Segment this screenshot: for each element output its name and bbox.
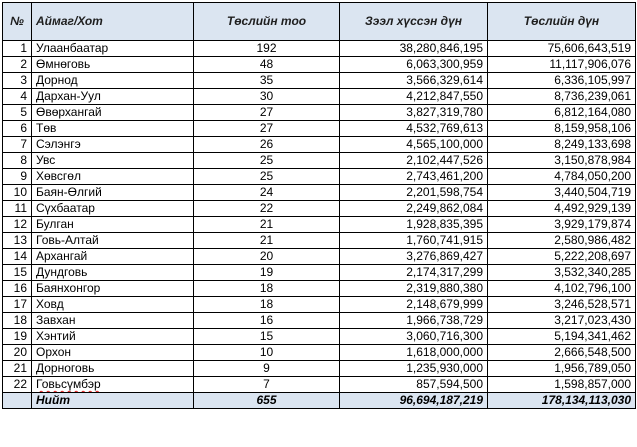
row-province: Дорнод <box>32 73 194 89</box>
projects-by-province-table <box>2 2 636 409</box>
row-project-total: 3,246,528,571 <box>488 297 636 313</box>
row-project-count: 16 <box>194 313 340 329</box>
row-number: 21 <box>3 361 32 377</box>
row-project-count: 21 <box>194 217 340 233</box>
row-number: 16 <box>3 281 32 297</box>
row-project-count: 27 <box>194 121 340 137</box>
header-project-count: Төслийн тоо <box>194 3 340 41</box>
row-number: 3 <box>3 73 32 89</box>
row-number: 6 <box>3 121 32 137</box>
row-province: Улаанбаатар <box>32 41 194 57</box>
row-requested-loan: 4,532,769,613 <box>340 121 488 137</box>
row-project-count: 18 <box>194 281 340 297</box>
row-project-total: 5,222,208,697 <box>488 249 636 265</box>
row-project-total: 8,159,958,106 <box>488 121 636 137</box>
row-project-total: 3,217,023,430 <box>488 313 636 329</box>
row-project-total: 75,606,643,519 <box>488 41 636 57</box>
table-row <box>3 377 636 393</box>
row-province: Завхан <box>32 313 194 329</box>
table-row <box>3 185 636 201</box>
table-row <box>3 329 636 345</box>
table-row <box>3 249 636 265</box>
row-requested-loan: 4,212,847,550 <box>340 89 488 105</box>
row-requested-loan: 1,966,738,729 <box>340 313 488 329</box>
row-requested-loan: 6,063,300,959 <box>340 57 488 73</box>
row-province: Дундговь <box>32 265 194 281</box>
row-project-total: 5,194,341,462 <box>488 329 636 345</box>
row-project-count: 30 <box>194 89 340 105</box>
totals-label: Нийт <box>32 393 194 409</box>
row-project-count: 48 <box>194 57 340 73</box>
row-province: Дархан-Уул <box>32 89 194 105</box>
row-province: Увс <box>32 153 194 169</box>
row-requested-loan: 2,249,862,084 <box>340 201 488 217</box>
row-project-total: 1,956,789,050 <box>488 361 636 377</box>
row-project-total: 3,150,878,984 <box>488 153 636 169</box>
row-province: Төв <box>32 121 194 137</box>
row-project-total: 8,736,239,061 <box>488 89 636 105</box>
header-row <box>3 3 636 41</box>
row-requested-loan: 3,566,329,614 <box>340 73 488 89</box>
row-province: Сүхбаатар <box>32 201 194 217</box>
row-number: 7 <box>3 137 32 153</box>
row-province: Булган <box>32 217 194 233</box>
row-project-count: 192 <box>194 41 340 57</box>
row-requested-loan: 1,760,741,915 <box>340 233 488 249</box>
row-province: Баян-Өлгий <box>32 185 194 201</box>
row-project-count: 18 <box>194 297 340 313</box>
row-project-count: 9 <box>194 361 340 377</box>
row-project-total: 4,784,050,200 <box>488 169 636 185</box>
row-province: Сэлэнгэ <box>32 137 194 153</box>
row-project-total: 4,492,929,139 <box>488 201 636 217</box>
row-requested-loan: 38,280,846,195 <box>340 41 488 57</box>
row-requested-loan: 2,148,679,999 <box>340 297 488 313</box>
row-project-count: 25 <box>194 169 340 185</box>
row-project-count: 10 <box>194 345 340 361</box>
row-number: 5 <box>3 105 32 121</box>
row-number: 19 <box>3 329 32 345</box>
row-number: 1 <box>3 41 32 57</box>
row-project-count: 26 <box>194 137 340 153</box>
row-project-count: 15 <box>194 329 340 345</box>
row-project-total: 11,117,906,076 <box>488 57 636 73</box>
row-number: 9 <box>3 169 32 185</box>
row-requested-loan: 1,928,835,395 <box>340 217 488 233</box>
row-project-count: 19 <box>194 265 340 281</box>
table-row <box>3 313 636 329</box>
row-project-count: 20 <box>194 249 340 265</box>
table-row <box>3 361 636 377</box>
row-requested-loan: 1,618,000,000 <box>340 345 488 361</box>
table-row <box>3 281 636 297</box>
row-province: Хэнтий <box>32 329 194 345</box>
totals-number <box>3 393 32 409</box>
row-number: 12 <box>3 217 32 233</box>
row-requested-loan: 857,594,500 <box>340 377 488 393</box>
table-row <box>3 345 636 361</box>
row-province <box>32 377 194 393</box>
row-number: 10 <box>3 185 32 201</box>
table-row <box>3 153 636 169</box>
table-row <box>3 41 636 57</box>
row-number: 18 <box>3 313 32 329</box>
row-province: Дорноговь <box>32 361 194 377</box>
row-project-total: 6,812,164,080 <box>488 105 636 121</box>
table-row <box>3 137 636 153</box>
table-row <box>3 169 636 185</box>
row-requested-loan: 4,565,100,000 <box>340 137 488 153</box>
row-requested-loan: 3,827,319,780 <box>340 105 488 121</box>
row-number: 15 <box>3 265 32 281</box>
row-project-count: 21 <box>194 233 340 249</box>
row-number: 13 <box>3 233 32 249</box>
table-row <box>3 201 636 217</box>
row-project-count: 35 <box>194 73 340 89</box>
row-number: 22 <box>3 377 32 393</box>
row-number: 4 <box>3 89 32 105</box>
row-requested-loan: 2,743,461,200 <box>340 169 488 185</box>
totals-row <box>3 393 636 409</box>
row-province: Говь-Алтай <box>32 233 194 249</box>
row-province: Ховд <box>32 297 194 313</box>
spellcheck-marked-text: Говьсүмбэр <box>36 377 101 391</box>
row-number: 20 <box>3 345 32 361</box>
row-project-total: 3,440,504,719 <box>488 185 636 201</box>
row-number: 14 <box>3 249 32 265</box>
row-province: Орхон <box>32 345 194 361</box>
row-project-total: 2,580,986,482 <box>488 233 636 249</box>
row-project-total: 4,102,796,100 <box>488 281 636 297</box>
row-project-count: 7 <box>194 377 340 393</box>
row-project-count: 25 <box>194 153 340 169</box>
row-project-total: 3,532,340,285 <box>488 265 636 281</box>
row-number: 11 <box>3 201 32 217</box>
row-province: Баянхонгор <box>32 281 194 297</box>
table-row <box>3 217 636 233</box>
row-project-total: 1,598,857,000 <box>488 377 636 393</box>
row-province: Өмнөговь <box>32 57 194 73</box>
row-province: Өвөрхангай <box>32 105 194 121</box>
table-row <box>3 297 636 313</box>
row-requested-loan: 1,235,930,000 <box>340 361 488 377</box>
totals-requested-loan: 96,694,187,219 <box>340 393 488 409</box>
row-requested-loan: 2,201,598,754 <box>340 185 488 201</box>
row-project-total: 3,929,179,874 <box>488 217 636 233</box>
header-number: № <box>3 3 32 41</box>
table-body <box>3 41 636 393</box>
row-project-total: 8,249,133,698 <box>488 137 636 153</box>
row-project-count: 24 <box>194 185 340 201</box>
row-requested-loan: 2,102,447,526 <box>340 153 488 169</box>
row-number: 8 <box>3 153 32 169</box>
table-row <box>3 265 636 281</box>
row-project-total: 6,336,105,997 <box>488 73 636 89</box>
table-row <box>3 73 636 89</box>
totals-project-total: 178,134,113,030 <box>488 393 636 409</box>
table-row <box>3 89 636 105</box>
header-requested-loan: Зээл хүссэн дүн <box>340 3 488 41</box>
row-province: Хөвсгөл <box>32 169 194 185</box>
row-requested-loan: 3,060,716,300 <box>340 329 488 345</box>
table-row <box>3 57 636 73</box>
row-requested-loan: 3,276,869,427 <box>340 249 488 265</box>
table-row <box>3 121 636 137</box>
row-requested-loan: 2,174,317,299 <box>340 265 488 281</box>
header-province: Аймаг/Хот <box>32 3 194 41</box>
row-project-total: 2,666,548,500 <box>488 345 636 361</box>
table-row <box>3 233 636 249</box>
row-requested-loan: 2,319,880,380 <box>340 281 488 297</box>
header-project-total: Төслийн дүн <box>488 3 636 41</box>
row-project-count: 27 <box>194 105 340 121</box>
row-project-count: 22 <box>194 201 340 217</box>
row-province: Архангай <box>32 249 194 265</box>
row-number: 2 <box>3 57 32 73</box>
totals-project-count: 655 <box>194 393 340 409</box>
table-row <box>3 105 636 121</box>
row-number: 17 <box>3 297 32 313</box>
